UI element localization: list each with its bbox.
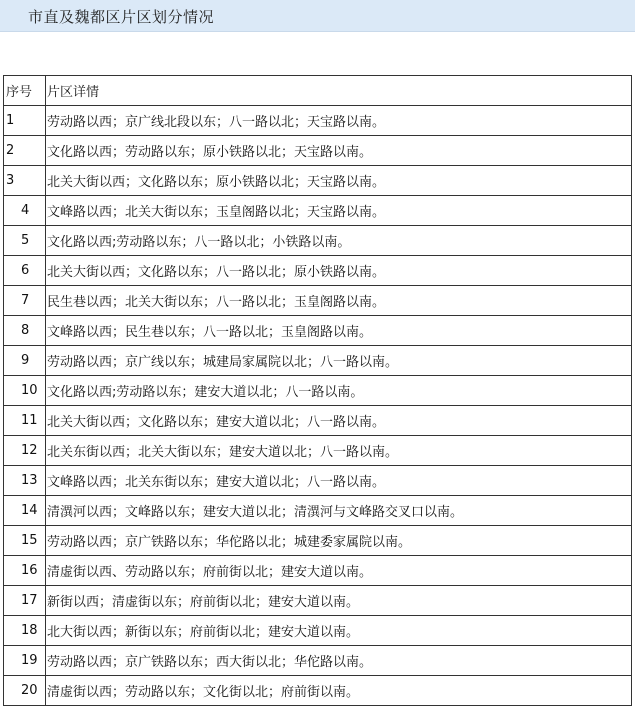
row-number: 3 <box>4 166 46 196</box>
row-number: 15 <box>4 526 46 556</box>
row-detail: 北关东街以西；北关大街以东；建安大道以北；八一路以南。 <box>46 436 632 466</box>
row-number: 7 <box>4 286 46 316</box>
row-detail: 文峰路以西；北关东街以东；建安大道以北；八一路以南。 <box>46 466 632 496</box>
row-detail: 文化路以西;劳动路以东；八一路以北；小铁路以南。 <box>46 226 632 256</box>
row-detail: 北关大街以西；文化路以东；建安大道以北；八一路以南。 <box>46 406 632 436</box>
table-row <box>4 136 632 166</box>
row-number: 9 <box>4 346 46 376</box>
table-row <box>4 466 632 496</box>
row-detail: 北关大街以西；文化路以东；原小铁路以北；天宝路以南。 <box>46 166 632 196</box>
table-row <box>4 556 632 586</box>
table-row <box>4 406 632 436</box>
row-detail: 民生巷以西；北关大街以东；八一路以北；玉皇阁路以南。 <box>46 286 632 316</box>
row-detail: 文峰路以西；北关大街以东；玉皇阁路以北；天宝路以南。 <box>46 196 632 226</box>
table-row <box>4 646 632 676</box>
table-row <box>4 496 632 526</box>
row-number: 14 <box>4 496 46 526</box>
table-row <box>4 436 632 466</box>
row-detail: 清虚街以西；劳动路以东；文化街以北；府前街以南。 <box>46 676 632 706</box>
row-detail: 文化路以西；劳动路以东；原小铁路以北；天宝路以南。 <box>46 136 632 166</box>
row-number: 11 <box>4 406 46 436</box>
row-number: 13 <box>4 466 46 496</box>
row-number: 17 <box>4 586 46 616</box>
table-row <box>4 316 632 346</box>
row-number: 18 <box>4 616 46 646</box>
title-bar <box>0 0 635 32</box>
row-detail: 劳动路以西；京广线北段以东；八一路以北；天宝路以南。 <box>46 106 632 136</box>
row-detail: 北大街以西；新街以东；府前街以北；建安大道以南。 <box>46 616 632 646</box>
row-detail: 清虚街以西、劳动路以东；府前街以北；建安大道以南。 <box>46 556 632 586</box>
table-row <box>4 166 632 196</box>
row-detail: 劳动路以西；京广线以东；城建局家属院以北；八一路以南。 <box>46 346 632 376</box>
row-detail: 北关大街以西；文化路以东；八一路以北；原小铁路以南。 <box>46 256 632 286</box>
column-header-detail: 片区详情 <box>46 76 632 106</box>
table-row <box>4 586 632 616</box>
row-number: 5 <box>4 226 46 256</box>
row-number: 19 <box>4 646 46 676</box>
page-title: 市直及魏都区片区划分情况 <box>28 8 215 26</box>
table-row <box>4 226 632 256</box>
table-row <box>4 196 632 226</box>
row-number: 16 <box>4 556 46 586</box>
row-number: 1 <box>4 106 46 136</box>
row-detail: 劳动路以西；京广铁路以东；西大街以北；华佗路以南。 <box>46 646 632 676</box>
row-detail: 文化路以西;劳动路以东；建安大道以北；八一路以南。 <box>46 376 632 406</box>
row-detail: 劳动路以西；京广铁路以东；华佗路以北；城建委家属院以南。 <box>46 526 632 556</box>
row-number: 6 <box>4 256 46 286</box>
row-detail: 文峰路以西；民生巷以东；八一路以北；玉皇阁路以南。 <box>46 316 632 346</box>
table-row <box>4 256 632 286</box>
table-header-row <box>4 76 632 106</box>
row-number: 2 <box>4 136 46 166</box>
row-number: 4 <box>4 196 46 226</box>
row-detail: 新街以西；清虚街以东；府前街以北；建安大道以南。 <box>46 586 632 616</box>
row-number: 12 <box>4 436 46 466</box>
table-row <box>4 676 632 706</box>
table-row <box>4 286 632 316</box>
column-header-number: 序号 <box>4 76 46 106</box>
table-row <box>4 376 632 406</box>
table-row <box>4 616 632 646</box>
row-number: 20 <box>4 676 46 706</box>
row-number: 8 <box>4 316 46 346</box>
row-detail: 清潩河以西；文峰路以东；建安大道以北；清潩河与文峰路交叉口以南。 <box>46 496 632 526</box>
table-row <box>4 526 632 556</box>
table-row <box>4 106 632 136</box>
table-row <box>4 346 632 376</box>
row-number: 10 <box>4 376 46 406</box>
district-table <box>3 75 632 706</box>
